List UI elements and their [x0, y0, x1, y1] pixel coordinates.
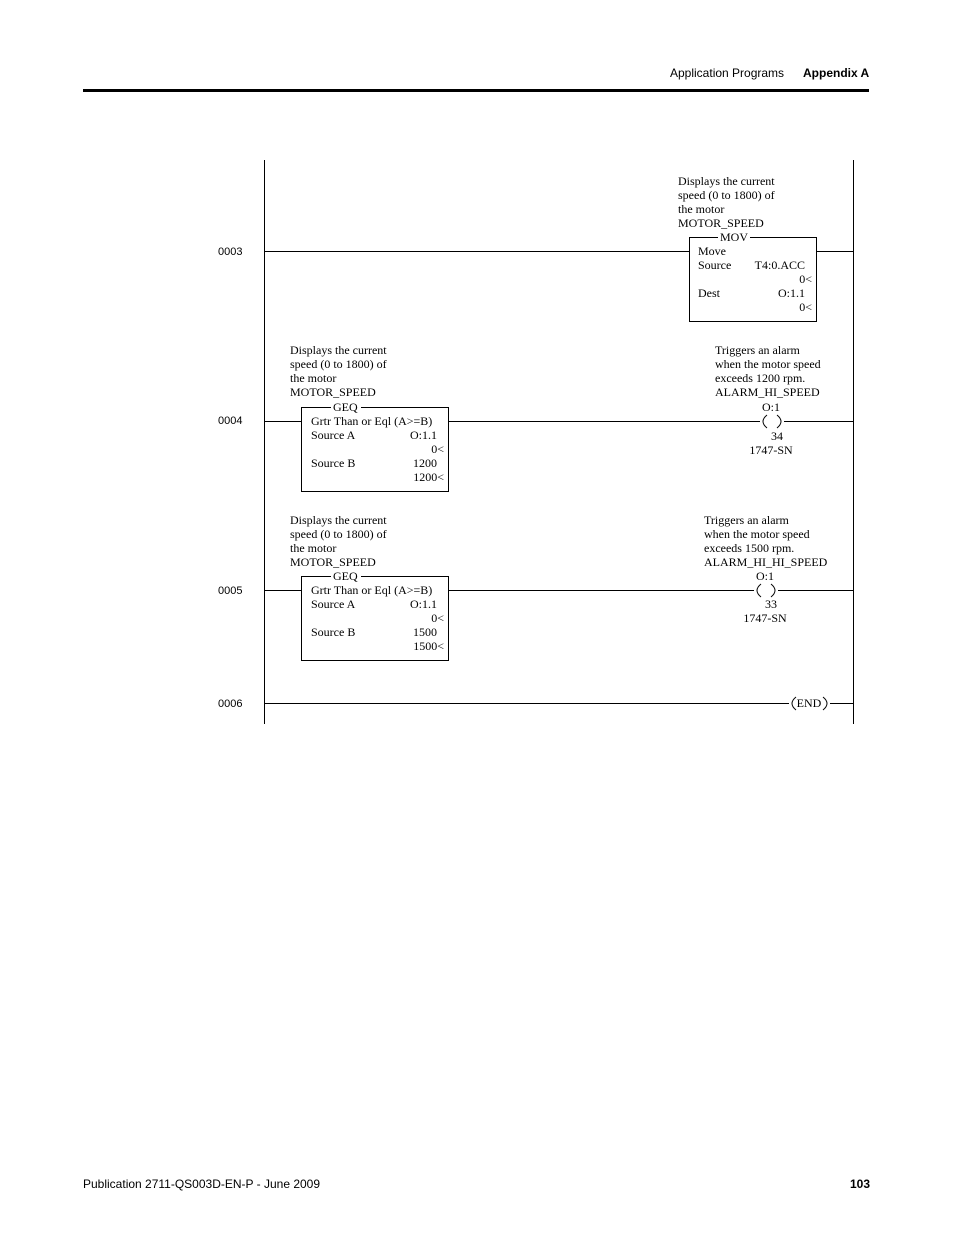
param-label: Source [698, 258, 732, 272]
param-value: 1200< [413, 470, 444, 484]
instruction-comment-line: the motor [290, 541, 337, 555]
output-comment-line: when the motor speed [704, 527, 810, 541]
instruction-comment-line: Displays the current [678, 174, 775, 188]
instruction-mnemonic: GEQ [333, 569, 358, 583]
mov-instruction-block [690, 230, 817, 322]
end-label: END [796, 696, 822, 710]
param-address: T4:0.ACC [754, 258, 805, 272]
param-value: 0< [799, 300, 812, 314]
coil-bit: 34 [771, 429, 783, 443]
param-value: 0< [431, 442, 444, 456]
rung-0005 [218, 513, 853, 661]
output-comment-line: when the motor speed [715, 357, 821, 371]
instruction-name: Grtr Than or Eql (A>=B) [311, 414, 433, 428]
header-section-title: Application Programs [670, 66, 785, 80]
rung-0004 [218, 343, 853, 492]
instruction-comment-line: Displays the current [290, 513, 387, 527]
output-comment-line: Triggers an alarm [704, 513, 789, 527]
instruction-mnemonic: MOV [720, 230, 749, 244]
output-comment-line: Triggers an alarm [715, 343, 800, 357]
geq-instruction-block [302, 569, 449, 661]
output-symbol: ALARM_HI_SPEED [715, 385, 820, 399]
param-value: 0< [431, 611, 444, 625]
param-address: O:1.1 [410, 428, 437, 442]
param-value: 0< [799, 272, 812, 286]
header-appendix-label: Appendix A [803, 66, 870, 80]
footer-publication: Publication 2711-QS003D-EN-P - June 2009 [83, 1177, 321, 1191]
output-comment-line: exceeds 1200 rpm. [715, 371, 806, 385]
coil-address: O:1 [762, 400, 780, 414]
param-label: Source A [311, 428, 356, 442]
param-label: Source A [311, 597, 356, 611]
param-value: 1500 [413, 625, 437, 639]
coil-module: 1747-SN [743, 611, 787, 625]
geq-instruction-block [302, 400, 449, 492]
param-address: O:1.1 [778, 286, 805, 300]
param-address: O:1.1 [410, 597, 437, 611]
instruction-symbol: MOTOR_SPEED [290, 555, 376, 569]
param-label: Dest [698, 286, 720, 300]
instruction-comment-line: the motor [290, 371, 337, 385]
rung-number: 0006 [218, 698, 243, 710]
coil-address: O:1 [756, 569, 774, 583]
output-comment-line: exceeds 1500 rpm. [704, 541, 795, 555]
param-value: 1500< [413, 639, 444, 653]
param-label: Source B [311, 456, 356, 470]
output-coil [749, 400, 793, 457]
instruction-name: Move [698, 244, 726, 258]
param-value: 1200 [413, 456, 437, 470]
instruction-comment-line: speed (0 to 1800) of [290, 527, 387, 541]
rung-number: 0005 [218, 585, 243, 597]
param-label: Source B [311, 625, 356, 639]
rung-number: 0004 [218, 415, 243, 427]
footer-page-number: 103 [850, 1177, 871, 1191]
rung-number: 0003 [218, 246, 243, 258]
instruction-comment-line: the motor [678, 202, 725, 216]
output-coil [743, 569, 787, 625]
instruction-name: Grtr Than or Eql (A>=B) [311, 583, 433, 597]
instruction-comment-line: speed (0 to 1800) of [290, 357, 387, 371]
instruction-comment-line: Displays the current [290, 343, 387, 357]
end-instruction [792, 696, 827, 710]
coil-module: 1747-SN [749, 443, 793, 457]
coil-bit: 33 [765, 597, 777, 611]
instruction-mnemonic: GEQ [333, 400, 358, 414]
output-symbol: ALARM_HI_HI_SPEED [704, 555, 828, 569]
rung-0003 [218, 174, 853, 322]
instruction-symbol: MOTOR_SPEED [290, 385, 376, 399]
instruction-comment-line: speed (0 to 1800) of [678, 188, 775, 202]
instruction-symbol: MOTOR_SPEED [678, 216, 764, 230]
rung-0006 [218, 696, 853, 710]
